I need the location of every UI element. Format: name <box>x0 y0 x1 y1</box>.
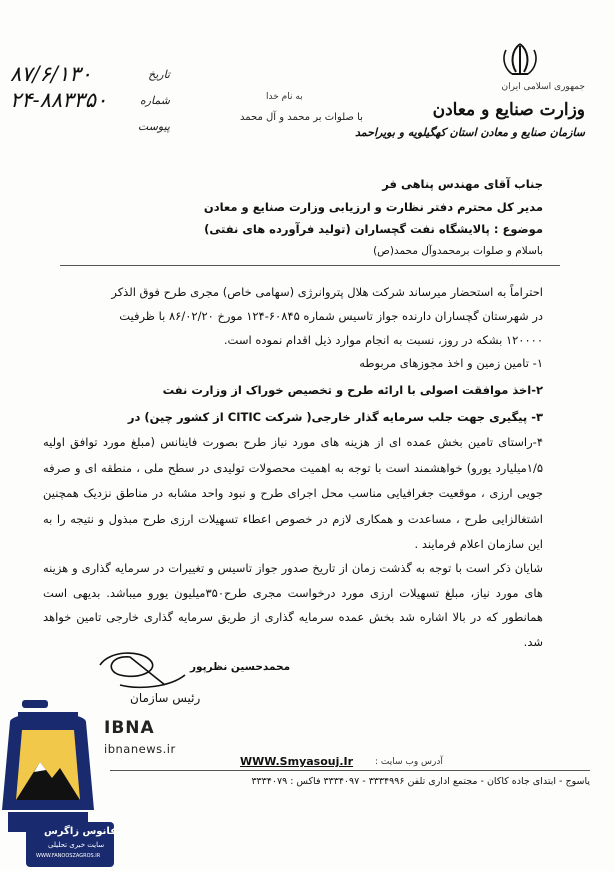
attachment-row <box>10 114 170 140</box>
signatory-name: محمدحسین نظرپور <box>190 661 291 673</box>
number-value: ۲۴-۸۸۳۳۵۰ <box>10 88 108 112</box>
iran-emblem-icon <box>498 40 542 80</box>
ibna-url: ibnanews.ir <box>104 742 176 756</box>
number-row <box>10 88 170 114</box>
footer-divider <box>110 770 590 771</box>
addressee-block <box>43 173 543 263</box>
item4-paragraph: ۴-راستای تامین بخش عمده ای از هزینه های مورد نیاز طرح بصورت فاینانس (مبلغ مورد توافق اولیه ۱/۵میلیارد یورو) خواهشمند است با توجه به اهمیت محصولات تولیدی در سطح ملی ، منطقه ای و صرفه جویی ارزی ، موقعیت جغرافیایی مناسب محل اجرای طرح و نبود واحد مشابه در مناطق نزدیک همچنین اشتغالزایی طرح ، مساعدت و همکاری لازم در خصوص اعطاء تسهیلات ارزی طرح مبذول و نتیجه را به این سازمان اعلام فرمایند . <box>43 435 543 551</box>
closing-paragraph: شایان ذکر است با توجه به گذشت زمان از تاریخ صدور جواز تاسیس و تغییرات در سرمایه گذاری و هزینه های مورد نیاز، مبلغ تسهیلات ارزی مورد درخواست مجری طرح۳۵۰میلیون یورو میباشد. بدیهی است همانطور که در بالا اشاره شد بخش عمده سرمایه گذاری از طریق سرمایه گذاری خارجی تامین خواهد شد. <box>43 561 543 649</box>
bismillah: به نام خدا <box>266 92 303 102</box>
letterhead-country: جمهوری اسلامی ایران <box>501 82 585 92</box>
salawat-line: با صلوات بر محمد و آل محمد <box>240 112 363 123</box>
greeting-line: باسلام و صلوات برمحمدوآل محمد(ص) <box>373 245 543 257</box>
intro-line: در شهرستان گچساران دارنده جواز تاسیس شماره ۶۰۸۴۵-۱۲۴ مورخ ۸۶/۰۲/۲۰ با ظرفیت <box>119 309 543 323</box>
intro-line: ۱۲۰۰۰۰ بشکه در روز، نسبت به انجام موارد ذیل اقدام نموده است. <box>223 333 543 347</box>
footer-address: یاسوج - ابتدای جاده کاکان - مجتمع اداری تلفن ۳۳۳۴۹۹۶ - ۳۳۳۴۰۹۷ فاکس : ۳۳۳۴۰۷۹ <box>251 776 590 787</box>
divider <box>60 265 560 266</box>
intro-line: احتراماً به استحضار میرساند شرکت هلال پتروانرژی (سهامی خاص) مجری طرح فوق الذکر <box>111 285 543 299</box>
logo-title: فانوس زاگرس <box>44 826 117 837</box>
items-list <box>43 350 543 431</box>
date-label: تاریخ <box>148 68 170 81</box>
ibna-watermark: IBNA <box>104 718 155 738</box>
addressee-name: جناب آقای مهندس پناهی فر <box>382 177 543 191</box>
logo-subtitle: سایت خبری تحلیلی <box>48 841 105 849</box>
letter-meta <box>10 62 170 140</box>
intro-paragraph <box>43 280 543 352</box>
list-item: ۱- تامین زمین و اخذ مجوزهای مربوطه <box>359 356 543 370</box>
list-item: ۲-اخذ موافقت اصولی با ارائه طرح و تخصیص خوراک از وزارت نفت <box>162 383 543 397</box>
footer-website-label: آدرس وب سایت : <box>375 757 443 767</box>
subject-line: موضوع : پالایشگاه نفت گچساران (تولید فرآورده های نفتی) <box>204 222 543 236</box>
letterhead-ministry: وزارت صنایع و معادن <box>432 100 585 120</box>
footer-website: WWW.Smyasouj.Ir <box>240 755 354 768</box>
number-label: شماره <box>139 94 170 107</box>
date-value: ۸۷/۶/۱۳۰ <box>10 62 92 86</box>
attachment-label: پیوست <box>137 120 170 133</box>
addressee-title: مدیر کل محترم دفتر نظارت و ارزیابی وزارت صنایع و معادن <box>203 200 543 214</box>
logo-url: WWW.FANOOSZAGROS.IR <box>36 853 101 859</box>
date-row <box>10 62 170 88</box>
list-item: ۳- پیگیری جهت جلب سرمایه گذار خارجی( شرکت CITIC از کشور چین) در <box>127 410 543 424</box>
letterhead-organization: سازمان صنایع و معادن استان کهگیلویه و بویراحمد <box>355 126 585 139</box>
signatory-title: رئیس سازمان <box>130 691 201 705</box>
